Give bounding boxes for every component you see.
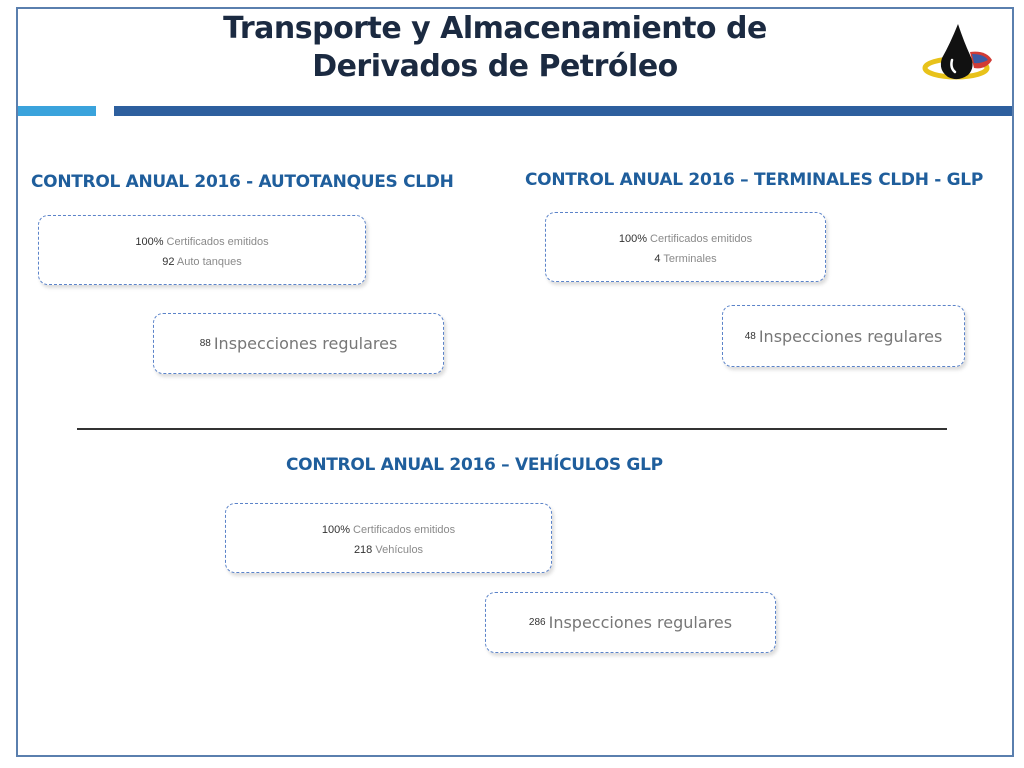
cert-value: 100% <box>135 236 164 248</box>
count-label: Auto tanques <box>176 256 242 268</box>
count-row <box>546 249 825 269</box>
heading-terminales: CONTROL ANUAL 2016 – TERMINALES CLDH - GLP <box>525 170 983 190</box>
inspections-card-autotanques <box>153 313 444 374</box>
heading-vehiculos: CONTROL ANUAL 2016 – VEHÍCULOS GLP <box>286 455 663 475</box>
insp-value: 286 <box>528 617 546 628</box>
cert-row <box>39 232 365 252</box>
count-row <box>39 252 365 272</box>
certificates-card-vehiculos <box>225 503 552 573</box>
cert-label: Certificados emitidos <box>650 233 753 245</box>
cert-value: 100% <box>321 524 350 536</box>
insp-label: Inspecciones regulares <box>548 613 733 632</box>
page-title <box>200 10 790 86</box>
count-label: Terminales <box>663 253 717 265</box>
section-divider <box>77 428 947 430</box>
insp-value: 88 <box>199 338 211 349</box>
insp-value: 48 <box>744 330 756 342</box>
certificates-card-terminales <box>545 212 826 282</box>
certificates-card-autotanques <box>38 215 366 285</box>
header-bar-accent-light <box>18 106 96 116</box>
count-value: 218 <box>353 544 373 556</box>
insp-label: Inspecciones regulares <box>758 326 943 346</box>
insp-label: Inspecciones regulares <box>213 334 398 353</box>
inspections-card-vehiculos <box>485 592 776 653</box>
title-line-1: Transporte y Almacenamiento de <box>223 11 767 46</box>
cert-label: Certificados emitidos <box>166 236 269 248</box>
cert-value: 100% <box>618 233 647 245</box>
inspections-card-terminales <box>722 305 965 367</box>
heading-autotanques: CONTROL ANUAL 2016 - AUTOTANQUES CLDH <box>31 172 454 192</box>
count-value: 4 <box>654 253 661 265</box>
cert-row <box>546 229 825 249</box>
count-label: Vehículos <box>375 544 424 556</box>
oil-drop-logo-icon <box>920 22 995 88</box>
cert-row <box>226 520 551 540</box>
count-value: 92 <box>162 256 175 268</box>
count-row <box>226 540 551 560</box>
title-line-2: Derivados de Petróleo <box>312 49 678 84</box>
cert-label: Certificados emitidos <box>353 524 456 536</box>
header-bar-accent-dark <box>114 106 1012 116</box>
